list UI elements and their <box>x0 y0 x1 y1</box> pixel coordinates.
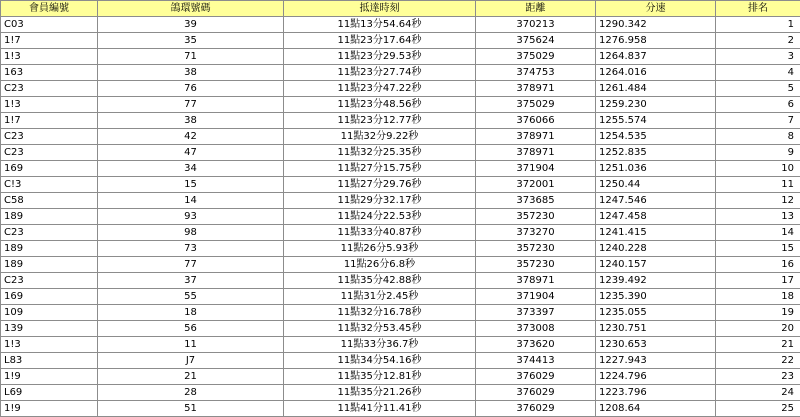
cell-rank: 16 <box>716 257 800 273</box>
cell-distance: 373008 <box>476 321 596 337</box>
cell-ring-number: 34 <box>98 161 284 177</box>
cell-distance: 375029 <box>476 97 596 113</box>
cell-rank: 6 <box>716 97 800 113</box>
cell-speed: 1230.653 <box>596 337 716 353</box>
cell-arrival-time: 11點32分16.78秒 <box>284 305 476 321</box>
table-row[interactable] <box>1 49 800 65</box>
cell-ring-number: 11 <box>98 337 284 353</box>
cell-member-id: C23 <box>1 225 98 241</box>
cell-arrival-time: 11點23分27.74秒 <box>284 65 476 81</box>
cell-distance: 378971 <box>476 129 596 145</box>
cell-distance: 376066 <box>476 113 596 129</box>
table-row[interactable] <box>1 385 800 401</box>
column-header-arrival-time[interactable]: 抵達時刻 <box>284 1 476 17</box>
cell-member-id: C03 <box>1 17 98 33</box>
table-header-row <box>1 1 800 17</box>
table-row[interactable] <box>1 193 800 209</box>
table-row[interactable] <box>1 33 800 49</box>
cell-arrival-time: 11點26分5.93秒 <box>284 241 476 257</box>
table-row[interactable] <box>1 241 800 257</box>
cell-rank: 2 <box>716 33 800 49</box>
cell-speed: 1259.230 <box>596 97 716 113</box>
cell-arrival-time: 11點23分12.77秒 <box>284 113 476 129</box>
table-row[interactable] <box>1 209 800 225</box>
cell-speed: 1290.342 <box>596 17 716 33</box>
cell-member-id: L83 <box>1 353 98 369</box>
cell-arrival-time: 11點33分36.7秒 <box>284 337 476 353</box>
cell-ring-number: 98 <box>98 225 284 241</box>
cell-speed: 1235.055 <box>596 305 716 321</box>
cell-arrival-time: 11點26分6.8秒 <box>284 257 476 273</box>
cell-ring-number: J7 <box>98 353 284 369</box>
cell-rank: 13 <box>716 209 800 225</box>
cell-ring-number: 35 <box>98 33 284 49</box>
cell-speed: 1224.796 <box>596 369 716 385</box>
cell-ring-number: 93 <box>98 209 284 225</box>
cell-member-id: 1!9 <box>1 369 98 385</box>
cell-ring-number: 51 <box>98 401 284 417</box>
cell-distance: 374413 <box>476 353 596 369</box>
cell-distance: 372001 <box>476 177 596 193</box>
cell-member-id: 1!9 <box>1 401 98 417</box>
cell-ring-number: 38 <box>98 113 284 129</box>
cell-rank: 12 <box>716 193 800 209</box>
cell-speed: 1241.415 <box>596 225 716 241</box>
cell-distance: 371904 <box>476 161 596 177</box>
cell-distance: 378971 <box>476 273 596 289</box>
cell-distance: 357230 <box>476 209 596 225</box>
cell-speed: 1251.036 <box>596 161 716 177</box>
cell-speed: 1235.390 <box>596 289 716 305</box>
cell-arrival-time: 11點23分29.53秒 <box>284 49 476 65</box>
cell-rank: 15 <box>716 241 800 257</box>
cell-rank: 18 <box>716 289 800 305</box>
cell-member-id: 109 <box>1 305 98 321</box>
table-row[interactable] <box>1 161 800 177</box>
table-row[interactable] <box>1 81 800 97</box>
cell-ring-number: 42 <box>98 129 284 145</box>
table-row[interactable] <box>1 369 800 385</box>
cell-member-id: C23 <box>1 273 98 289</box>
cell-member-id: 1!3 <box>1 49 98 65</box>
cell-distance: 378971 <box>476 145 596 161</box>
cell-speed: 1264.837 <box>596 49 716 65</box>
cell-arrival-time: 11點33分40.87秒 <box>284 225 476 241</box>
cell-speed: 1230.751 <box>596 321 716 337</box>
cell-ring-number: 15 <box>98 177 284 193</box>
cell-ring-number: 39 <box>98 17 284 33</box>
cell-speed: 1223.796 <box>596 385 716 401</box>
cell-arrival-time: 11點32分25.35秒 <box>284 145 476 161</box>
cell-speed: 1240.228 <box>596 241 716 257</box>
cell-ring-number: 73 <box>98 241 284 257</box>
cell-arrival-time: 11點41分11.41秒 <box>284 401 476 417</box>
cell-rank: 11 <box>716 177 800 193</box>
cell-arrival-time: 11點23分17.64秒 <box>284 33 476 49</box>
cell-rank: 22 <box>716 353 800 369</box>
cell-arrival-time: 11點29分32.17秒 <box>284 193 476 209</box>
table-row[interactable] <box>1 145 800 161</box>
cell-member-id: 169 <box>1 289 98 305</box>
cell-member-id: C23 <box>1 129 98 145</box>
cell-member-id: 1!7 <box>1 113 98 129</box>
column-header-ring-number[interactable]: 鴿環號碼 <box>98 1 284 17</box>
cell-ring-number: 28 <box>98 385 284 401</box>
cell-distance: 370213 <box>476 17 596 33</box>
table-row[interactable] <box>1 97 800 113</box>
cell-distance: 357230 <box>476 257 596 273</box>
cell-rank: 1 <box>716 17 800 33</box>
cell-distance: 375624 <box>476 33 596 49</box>
cell-member-id: C23 <box>1 81 98 97</box>
cell-distance: 373270 <box>476 225 596 241</box>
column-header-distance[interactable]: 距離 <box>476 1 596 17</box>
cell-arrival-time: 11點27分29.76秒 <box>284 177 476 193</box>
cell-member-id: C23 <box>1 145 98 161</box>
cell-rank: 25 <box>716 401 800 417</box>
table-row[interactable] <box>1 257 800 273</box>
cell-rank: 23 <box>716 369 800 385</box>
cell-member-id: 189 <box>1 241 98 257</box>
cell-distance: 373397 <box>476 305 596 321</box>
cell-member-id: 1!3 <box>1 97 98 113</box>
table-row[interactable] <box>1 17 800 33</box>
cell-speed: 1252.835 <box>596 145 716 161</box>
cell-member-id: 139 <box>1 321 98 337</box>
table-row[interactable] <box>1 65 800 81</box>
cell-rank: 19 <box>716 305 800 321</box>
cell-ring-number: 38 <box>98 65 284 81</box>
cell-distance: 373685 <box>476 193 596 209</box>
cell-speed: 1247.458 <box>596 209 716 225</box>
cell-arrival-time: 11點32分9.22秒 <box>284 129 476 145</box>
cell-member-id: 1!3 <box>1 337 98 353</box>
cell-member-id: L69 <box>1 385 98 401</box>
cell-member-id: 189 <box>1 209 98 225</box>
cell-speed: 1240.157 <box>596 257 716 273</box>
cell-ring-number: 37 <box>98 273 284 289</box>
cell-ring-number: 77 <box>98 97 284 113</box>
cell-speed: 1227.943 <box>596 353 716 369</box>
cell-rank: 7 <box>716 113 800 129</box>
cell-ring-number: 18 <box>98 305 284 321</box>
cell-speed: 1255.574 <box>596 113 716 129</box>
column-header-speed[interactable]: 分速 <box>596 1 716 17</box>
cell-member-id: 189 <box>1 257 98 273</box>
cell-distance: 371904 <box>476 289 596 305</box>
cell-rank: 4 <box>716 65 800 81</box>
cell-ring-number: 56 <box>98 321 284 337</box>
cell-distance: 376029 <box>476 401 596 417</box>
cell-member-id: 169 <box>1 161 98 177</box>
cell-rank: 17 <box>716 273 800 289</box>
table-row[interactable] <box>1 353 800 369</box>
cell-arrival-time: 11點32分53.45秒 <box>284 321 476 337</box>
table-row[interactable] <box>1 177 800 193</box>
cell-speed: 1264.016 <box>596 65 716 81</box>
cell-ring-number: 14 <box>98 193 284 209</box>
cell-member-id: 1!7 <box>1 33 98 49</box>
table-row[interactable] <box>1 337 800 353</box>
cell-arrival-time: 11點23分48.56秒 <box>284 97 476 113</box>
cell-distance: 373620 <box>476 337 596 353</box>
cell-arrival-time: 11點35分12.81秒 <box>284 369 476 385</box>
cell-distance: 378971 <box>476 81 596 97</box>
cell-ring-number: 21 <box>98 369 284 385</box>
cell-ring-number: 76 <box>98 81 284 97</box>
cell-member-id: C58 <box>1 193 98 209</box>
cell-distance: 357230 <box>476 241 596 257</box>
table-row[interactable] <box>1 321 800 337</box>
table-body <box>1 17 800 417</box>
cell-ring-number: 47 <box>98 145 284 161</box>
cell-rank: 24 <box>716 385 800 401</box>
column-header-member-id[interactable]: 會員編號 <box>1 1 98 17</box>
cell-arrival-time: 11點23分47.22秒 <box>284 81 476 97</box>
table-row[interactable] <box>1 273 800 289</box>
cell-speed: 1247.546 <box>596 193 716 209</box>
cell-member-id: C!3 <box>1 177 98 193</box>
cell-arrival-time: 11點35分21.26秒 <box>284 385 476 401</box>
cell-rank: 21 <box>716 337 800 353</box>
cell-arrival-time: 11點35分42.88秒 <box>284 273 476 289</box>
table-row[interactable] <box>1 225 800 241</box>
cell-arrival-time: 11點13分54.64秒 <box>284 17 476 33</box>
cell-distance: 376029 <box>476 369 596 385</box>
cell-speed: 1261.484 <box>596 81 716 97</box>
table-row[interactable] <box>1 401 800 417</box>
cell-distance: 374753 <box>476 65 596 81</box>
table-row[interactable] <box>1 305 800 321</box>
cell-speed: 1239.492 <box>596 273 716 289</box>
cell-rank: 20 <box>716 321 800 337</box>
table-row[interactable] <box>1 129 800 145</box>
cell-arrival-time: 11點27分15.75秒 <box>284 161 476 177</box>
cell-rank: 10 <box>716 161 800 177</box>
cell-speed: 1208.64 <box>596 401 716 417</box>
column-header-rank[interactable]: 排名 <box>716 1 800 17</box>
cell-speed: 1250.44 <box>596 177 716 193</box>
cell-ring-number: 55 <box>98 289 284 305</box>
table-row[interactable] <box>1 289 800 305</box>
cell-ring-number: 77 <box>98 257 284 273</box>
cell-speed: 1254.535 <box>596 129 716 145</box>
cell-arrival-time: 11點34分54.16秒 <box>284 353 476 369</box>
cell-arrival-time: 11點31分2.45秒 <box>284 289 476 305</box>
cell-rank: 5 <box>716 81 800 97</box>
cell-arrival-time: 11點24分22.53秒 <box>284 209 476 225</box>
cell-ring-number: 71 <box>98 49 284 65</box>
table-row[interactable] <box>1 113 800 129</box>
cell-distance: 375029 <box>476 49 596 65</box>
cell-member-id: 163 <box>1 65 98 81</box>
cell-rank: 9 <box>716 145 800 161</box>
cell-distance: 376029 <box>476 385 596 401</box>
cell-rank: 14 <box>716 225 800 241</box>
cell-speed: 1276.958 <box>596 33 716 49</box>
cell-rank: 3 <box>716 49 800 65</box>
cell-rank: 8 <box>716 129 800 145</box>
